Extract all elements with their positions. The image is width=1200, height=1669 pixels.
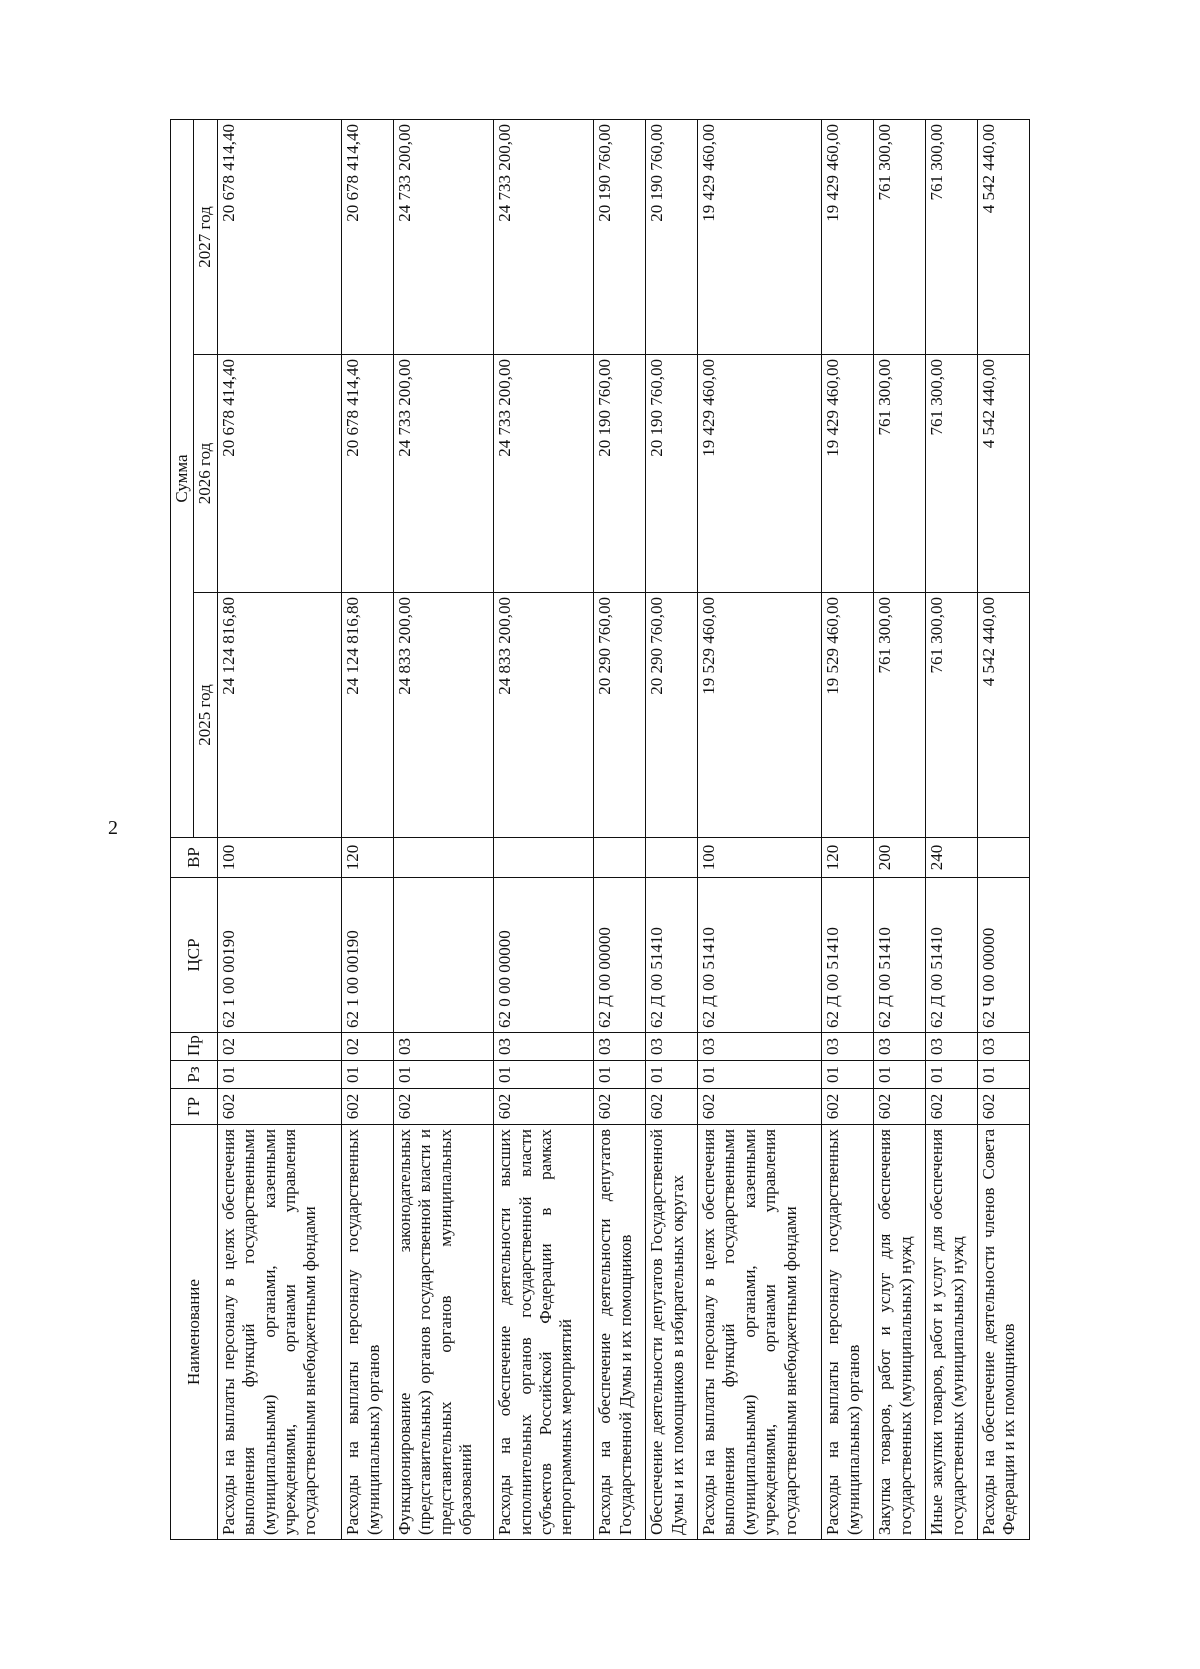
cell-csr: 62 Д 00 00000 (594, 878, 646, 1033)
cell-y2025: 24 124 816,80 (217, 593, 341, 838)
header-pr: Пр (171, 1033, 218, 1061)
cell-y2026: 19 429 460,00 (822, 355, 874, 593)
cell-vr: 120 (822, 838, 874, 878)
header-2027: 2027 год (194, 120, 217, 355)
cell-name: Иные закупки товаров, работ и услуг для обеспечения государственных (муниципальных) нужд (926, 1125, 978, 1540)
cell-name: Закупка товаров, работ и услуг для обеспечения государственных (муниципальных) нужд (874, 1125, 926, 1540)
cell-name: Расходы на выплаты персоналу в целях обеспечения выполнения функций государственными (муниципальными) органами, казенными учреждениями, органами управления государственными внебюджетными фондами (698, 1125, 822, 1540)
cell-gr: 602 (494, 1089, 594, 1125)
cell-gr: 602 (874, 1089, 926, 1125)
header-gr: ГР (171, 1089, 218, 1125)
cell-y2025: 24 124 816,80 (342, 593, 394, 838)
table-row (822, 120, 874, 1540)
table-row (698, 120, 822, 1540)
cell-vr: 120 (342, 838, 394, 878)
cell-gr: 602 (698, 1089, 822, 1125)
cell-gr: 602 (978, 1089, 1030, 1125)
table-row (342, 120, 394, 1540)
cell-csr: 62 Ч 00 00000 (978, 878, 1030, 1033)
cell-vr (594, 838, 646, 878)
cell-rz: 01 (978, 1061, 1030, 1089)
cell-csr: 62 1 00 00190 (217, 878, 341, 1033)
table-row (926, 120, 978, 1540)
cell-name: Расходы на обеспечение деятельности депутатов Государственной Думы и их помощников (594, 1125, 646, 1540)
cell-pr: 03 (978, 1033, 1030, 1061)
cell-y2025: 24 833 200,00 (494, 593, 594, 838)
cell-gr: 602 (594, 1089, 646, 1125)
cell-pr: 03 (698, 1033, 822, 1061)
cell-csr: 62 Д 00 51410 (926, 878, 978, 1033)
cell-y2026: 20 190 760,00 (594, 355, 646, 593)
cell-gr: 602 (342, 1089, 394, 1125)
header-rz: Рз (171, 1061, 218, 1089)
cell-y2027: 20 678 414,40 (342, 120, 394, 355)
cell-gr: 602 (393, 1089, 493, 1125)
cell-vr (393, 838, 493, 878)
table-row (393, 120, 493, 1540)
cell-y2027: 24 733 200,00 (494, 120, 594, 355)
table-row (217, 120, 341, 1540)
table-row (494, 120, 594, 1540)
cell-csr: 62 0 00 00000 (494, 878, 594, 1033)
cell-csr: 62 Д 00 51410 (646, 878, 698, 1033)
cell-rz: 01 (342, 1061, 394, 1089)
cell-y2027: 19 429 460,00 (822, 120, 874, 355)
cell-y2025: 4 542 440,00 (978, 593, 1030, 838)
cell-gr: 602 (646, 1089, 698, 1125)
cell-pr: 03 (822, 1033, 874, 1061)
cell-rz: 01 (393, 1061, 493, 1089)
table-row (874, 120, 926, 1540)
cell-y2026: 24 733 200,00 (494, 355, 594, 593)
cell-y2026: 20 678 414,40 (217, 355, 341, 593)
cell-y2026: 761 300,00 (874, 355, 926, 593)
cell-rz: 01 (217, 1061, 341, 1089)
cell-gr: 602 (217, 1089, 341, 1125)
cell-y2026: 4 542 440,00 (978, 355, 1030, 593)
cell-rz: 01 (822, 1061, 874, 1089)
cell-rz: 01 (874, 1061, 926, 1089)
cell-csr: 62 1 00 00190 (342, 878, 394, 1033)
table-body (217, 120, 1029, 1540)
cell-y2025: 20 290 760,00 (594, 593, 646, 838)
cell-y2026: 19 429 460,00 (698, 355, 822, 593)
cell-y2025: 761 300,00 (874, 593, 926, 838)
cell-y2026: 20 190 760,00 (646, 355, 698, 593)
cell-rz: 01 (594, 1061, 646, 1089)
cell-y2027: 20 678 414,40 (217, 120, 341, 355)
header-row (171, 120, 194, 1540)
cell-vr: 100 (217, 838, 341, 878)
cell-y2026: 24 733 200,00 (393, 355, 493, 593)
budget-table (170, 119, 1030, 1540)
cell-name: Расходы на обеспечение деятельности высших исполнительных органов государственной власти субъектов Российской Федерации в рамках непрограммных мероприятий (494, 1125, 594, 1540)
cell-pr: 03 (393, 1033, 493, 1061)
header-name: Наименование (171, 1125, 218, 1540)
cell-pr: 03 (494, 1033, 594, 1061)
cell-y2025: 20 290 760,00 (646, 593, 698, 838)
rotated-page-content (170, 120, 1030, 1540)
cell-name: Функционирование законодательных (представительных) органов государственной власти и представительных органов муниципальных образований (393, 1125, 493, 1540)
cell-vr: 200 (874, 838, 926, 878)
cell-rz: 01 (646, 1061, 698, 1089)
cell-rz: 01 (698, 1061, 822, 1089)
cell-csr: 62 Д 00 51410 (698, 878, 822, 1033)
cell-gr: 602 (926, 1089, 978, 1125)
cell-y2027: 20 190 760,00 (646, 120, 698, 355)
cell-y2027: 4 542 440,00 (978, 120, 1030, 355)
cell-vr (494, 838, 594, 878)
cell-y2025: 761 300,00 (926, 593, 978, 838)
cell-y2027: 20 190 760,00 (594, 120, 646, 355)
cell-name: Расходы на обеспечение деятельности членов Совета Федерации и их помощников (978, 1125, 1030, 1540)
cell-pr: 03 (926, 1033, 978, 1061)
cell-vr (978, 838, 1030, 878)
cell-vr: 240 (926, 838, 978, 878)
cell-pr: 03 (646, 1033, 698, 1061)
header-vr: ВР (171, 838, 218, 878)
cell-pr: 02 (217, 1033, 341, 1061)
cell-y2025: 19 529 460,00 (822, 593, 874, 838)
cell-name: Обеспечение деятельности депутатов Государственной Думы и их помощников в избирательных округах (646, 1125, 698, 1540)
cell-y2027: 24 733 200,00 (393, 120, 493, 355)
cell-y2027: 761 300,00 (874, 120, 926, 355)
cell-gr: 602 (822, 1089, 874, 1125)
table-row (978, 120, 1030, 1540)
cell-vr (646, 838, 698, 878)
cell-csr: 62 Д 00 51410 (874, 878, 926, 1033)
page-number: 2 (108, 817, 118, 839)
cell-rz: 01 (926, 1061, 978, 1089)
header-csr: ЦСР (171, 878, 218, 1033)
cell-y2025: 24 833 200,00 (393, 593, 493, 838)
cell-pr: 03 (594, 1033, 646, 1061)
table-row (594, 120, 646, 1540)
cell-csr (393, 878, 493, 1033)
cell-y2026: 761 300,00 (926, 355, 978, 593)
cell-vr: 100 (698, 838, 822, 878)
table-row (646, 120, 698, 1540)
cell-csr: 62 Д 00 51410 (822, 878, 874, 1033)
cell-y2027: 761 300,00 (926, 120, 978, 355)
cell-pr: 03 (874, 1033, 926, 1061)
header-2025: 2025 год (194, 593, 217, 838)
cell-name: Расходы на выплаты персоналу в целях обеспечения выполнения функций государственными (муниципальными) органами, казенными учреждениями, органами управления государственными внебюджетными фондами (217, 1125, 341, 1540)
cell-y2027: 19 429 460,00 (698, 120, 822, 355)
cell-name: Расходы на выплаты персоналу государственных (муниципальных) органов (822, 1125, 874, 1540)
cell-pr: 02 (342, 1033, 394, 1061)
cell-y2026: 20 678 414,40 (342, 355, 394, 593)
cell-rz: 01 (494, 1061, 594, 1089)
header-sum: Сумма (171, 120, 194, 838)
cell-y2025: 19 529 460,00 (698, 593, 822, 838)
cell-name: Расходы на выплаты персоналу государственных (муниципальных) органов (342, 1125, 394, 1540)
header-2026: 2026 год (194, 355, 217, 593)
